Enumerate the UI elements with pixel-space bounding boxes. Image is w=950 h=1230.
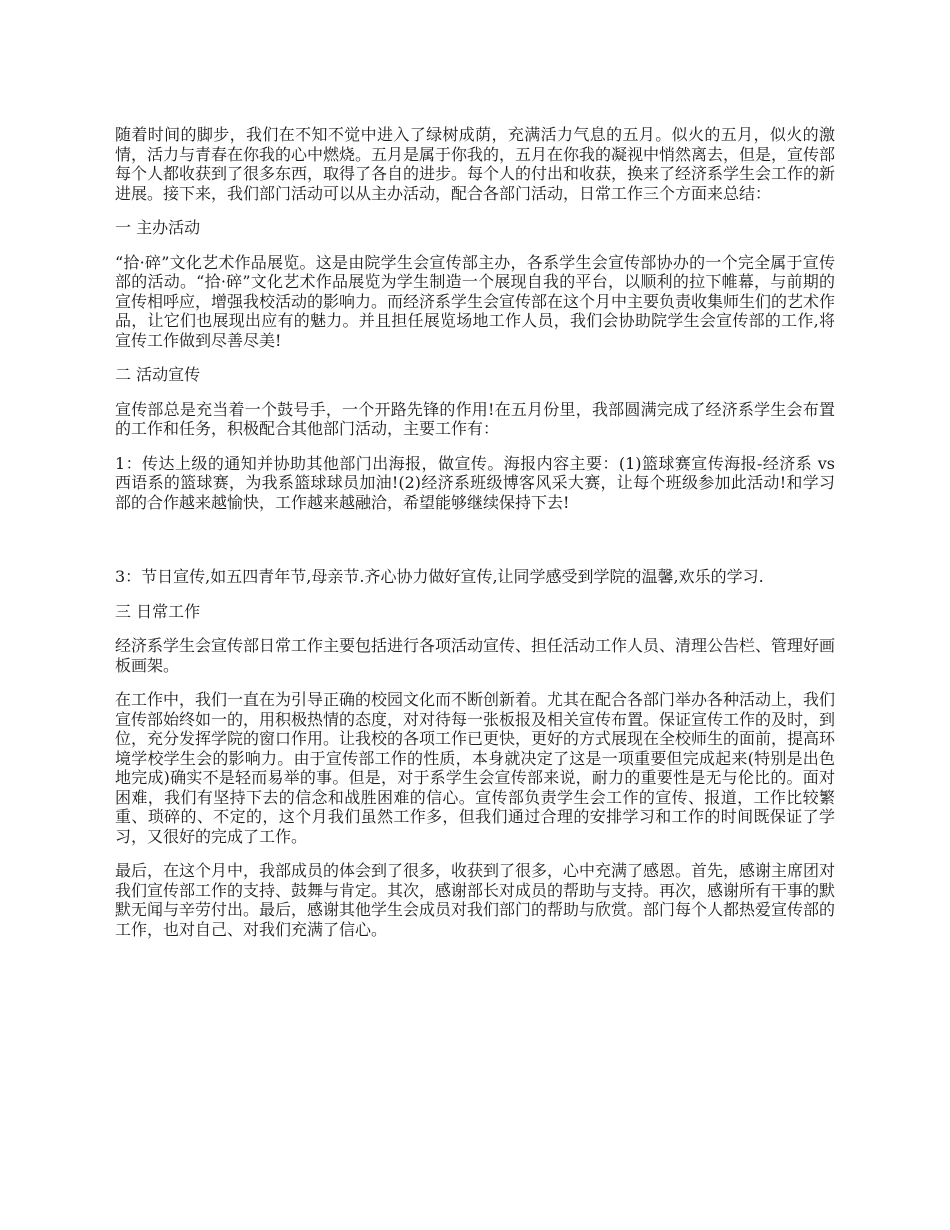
- intro-paragraph: 随着时间的脚步，我们在不知不觉中进入了绿树成荫，充满活力气息的五月。似火的五月，似火的激情，活力与青春在你我的心中燃烧。五月是属于你我的，五月在你我的凝视中悄然离去，但是，宣传部每个人都收获到了很多东西，取得了各自的进步。每个人的付出和收获，换来了经济系学生会工作的新进展。接下来，我们部门活动可以从主办活动，配合各部门活动，日常工作三个方面来总结：: [115, 125, 836, 203]
- section-heading-organized-activities: 一 主办活动: [115, 218, 201, 237]
- list-item-3: 3：节日宣传,如五四青年节,母亲节.齐心协力做好宣传,让同学感受到学院的温馨,欢乐的学习.: [115, 567, 764, 586]
- document-body: [115, 125, 835, 954]
- section1-paragraph: “拾·碎”文化艺术作品展览。这是由院学生会宣传部主办，各系学生会宣传部协办的一个完全属于宣传部的活动。“拾·碎”文化艺术作品展览为学生制造一个展现自我的平台，以顺利的拉下帷幕，与前期的宣传相呼应，增强我校活动的影响力。而经济系学生会宣传部在这个月中主要负责收集师生们的艺术作品，让它们也展现出应有的魅力。并且担任展览场地工作人员，我们会协助院学生会宣传部的工作,将宣传工作做到尽善尽美!: [115, 252, 836, 350]
- section-heading-daily-work: 三 日常工作: [115, 601, 201, 621]
- list-item-1: 1：传达上级的通知并协助其他部门出海报，做宣传。海报内容主要：(1)篮球赛宣传海报-经济系 vs 西语系的篮球赛，为我系篮球球员加油!(2)经济系班级博客风采大赛，让每个班级参加此活动!和学习部的合作越来越愉快，工作越来越融洽，希望能够继续保持下去!: [115, 453, 835, 512]
- section2-paragraph: 宣传部总是充当着一个鼓号手，一个开路先锋的作用!在五月份里，我部圆满完成了经济系学生会布置的工作和任务，积极配合其他部门活动，主要工作有：: [115, 399, 835, 438]
- section3-paragraph-b: 在工作中，我们一直在为引导正确的校园文化而不断创新着。尤其在配合各部门举办各种活动上，我们宣传部始终如一的，用积极热情的态度，对对待每一张板报及相关宣传布置。保证宣传工作的及时，到位，充分发挥学院的窗口作用。让我校的各项工作已更快，更好的方式展现在全校师生的面前，提高环境学校学生会的影响力。由于宣传部工作的性质，本身就决定了这是一项重要但完成起来(特别是出色地完成)确实不是轻而易举的事。但是，对于系学生会宣传部来说，耐力的重要性是无与伦比的。面对困难，我们有坚持下去的信念和战胜困难的信心。宣传部负责学生会工作的宣传、报道，工作比较繁重、琐碎的、不定的，这个月我们虽然工作多，但我们通过合理的安排学习和工作的时间既保证了学习，又很好的完成了工作。: [115, 690, 836, 846]
- section3-paragraph-a: 经济系学生会宣传部日常工作主要包括进行各项活动宣传、担任活动工作人员、清理公告栏、管理好画板画架。: [115, 636, 836, 675]
- closing-paragraph: 最后，在这个月中，我部成员的体会到了很多，收获到了很多，心中充满了感恩。首先，感谢主席团对我们宣传部工作的支持、鼓舞与肯定。其次，感谢部长对成员的帮助与支持。再次，感谢所有干事的默默无闻与辛劳付出。最后，感谢其他学生会成员对我们部门的帮助与欣赏。部门每个人都热爱宣传部的工作，也对自己、对我们充满了信心。: [115, 861, 836, 939]
- blank-space: [115, 527, 835, 567]
- section-heading-activity-promotion: 二 活动宣传: [115, 365, 201, 384]
